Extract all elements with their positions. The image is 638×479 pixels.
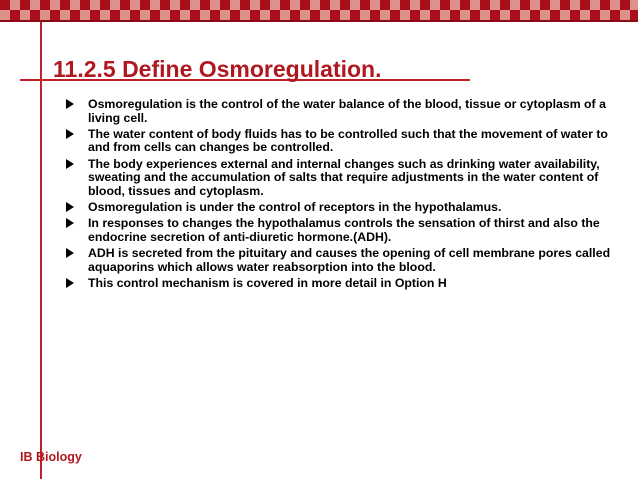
checker-cell	[260, 0, 270, 10]
checker-cell	[70, 10, 80, 20]
checker-cell	[0, 0, 10, 10]
checker-cell	[150, 10, 160, 20]
bullet-text: In responses to changes the hypothalamus controls the sensation of thirst and also the endocrine secretion of anti-diuretic hormone.(ADH).	[88, 216, 600, 244]
bullet-text: ADH is secreted from the pituitary and causes the opening of cell membrane pores called aquaporins which allows water reabsorption into the blood.	[88, 245, 611, 274]
checker-cell	[210, 0, 220, 10]
checker-cell	[550, 10, 560, 20]
checker-cell	[370, 10, 380, 20]
bullet-arrow-icon	[66, 202, 74, 212]
checker-cell	[420, 10, 430, 20]
checker-cell	[30, 10, 40, 20]
checker-cell	[620, 0, 630, 10]
checker-cell	[230, 0, 240, 10]
checker-cell	[620, 10, 630, 20]
checker-cell	[600, 0, 610, 10]
bullet-arrow-icon	[66, 278, 74, 288]
checker-cell	[390, 10, 400, 20]
checker-cell	[270, 10, 280, 20]
checker-cell	[290, 10, 300, 20]
checker-cell	[160, 0, 170, 10]
checker-cell	[490, 0, 500, 10]
checker-cell	[600, 10, 610, 20]
checker-cell	[230, 10, 240, 20]
checker-cell	[430, 10, 440, 20]
bullet-arrow-icon	[66, 218, 74, 228]
checker-cell	[560, 0, 570, 10]
checker-cell	[250, 0, 260, 10]
checker-cell	[380, 10, 390, 20]
checker-cell	[220, 0, 230, 10]
checker-cell	[50, 0, 60, 10]
checker-cell	[90, 10, 100, 20]
checker-cell	[80, 10, 90, 20]
checker-cell	[200, 10, 210, 20]
checker-cell	[610, 10, 620, 20]
checker-cell	[70, 0, 80, 10]
checker-cell	[20, 10, 30, 20]
checker-cell	[200, 0, 210, 10]
checker-cell	[140, 0, 150, 10]
checker-cell	[470, 10, 480, 20]
checker-cell	[390, 0, 400, 10]
checker-cell	[40, 0, 50, 10]
checker-cell	[160, 10, 170, 20]
slide-title: 11.2.5 Define Osmoregulation.	[53, 56, 382, 82]
footer-label: IB Biology	[20, 450, 82, 464]
checker-cell	[430, 0, 440, 10]
bullet-arrow-icon	[66, 129, 74, 139]
checker-cell	[530, 10, 540, 20]
checker-cell	[350, 0, 360, 10]
checker-cell	[300, 10, 310, 20]
checker-cell	[240, 10, 250, 20]
checker-cell	[170, 10, 180, 20]
checker-cell	[50, 10, 60, 20]
checker-cell	[580, 10, 590, 20]
checker-cell	[280, 0, 290, 10]
checker-cell	[60, 0, 70, 10]
checker-cell	[350, 10, 360, 20]
checker-cell	[420, 0, 430, 10]
bullet-item	[66, 158, 616, 199]
bullet-list	[66, 98, 616, 293]
bullet-text: Osmoregulation is the control of the water balance of the blood, tissue or cytoplasm of a living cell.	[88, 97, 606, 125]
checker-cell	[440, 10, 450, 20]
bullet-item	[66, 277, 616, 291]
checker-cell	[130, 10, 140, 20]
checker-cell	[570, 10, 580, 20]
checker-cell	[360, 10, 370, 20]
checker-cell	[510, 10, 520, 20]
checker-cell	[190, 10, 200, 20]
checker-cell	[210, 10, 220, 20]
bullet-text: The body experiences external and internal changes such as drinking water availability, sweating and the accumulation of salts that require adjustments in the water content of blood, tissues and cytoplasm.	[88, 156, 600, 198]
checker-cell	[520, 0, 530, 10]
checker-cell	[250, 10, 260, 20]
bullet-arrow-icon	[66, 159, 74, 169]
checker-cell	[80, 0, 90, 10]
checker-cell	[460, 0, 470, 10]
checker-cell	[170, 0, 180, 10]
checker-cell	[120, 10, 130, 20]
checker-cell	[410, 0, 420, 10]
checker-cell	[630, 10, 638, 20]
checker-cell	[450, 0, 460, 10]
checker-cell	[510, 0, 520, 10]
checker-cell	[400, 10, 410, 20]
checker-cell	[60, 10, 70, 20]
checker-cell	[20, 0, 30, 10]
bullet-item	[66, 247, 616, 274]
checker-cell	[470, 0, 480, 10]
checker-cell	[480, 10, 490, 20]
checker-cell	[340, 0, 350, 10]
checker-cell	[500, 10, 510, 20]
checker-cell	[540, 10, 550, 20]
bullet-arrow-icon	[66, 248, 74, 258]
checker-cell	[320, 0, 330, 10]
checker-cell	[550, 0, 560, 10]
checker-cell	[460, 10, 470, 20]
checker-cell	[120, 0, 130, 10]
checker-cell	[480, 0, 490, 10]
checker-cell	[90, 0, 100, 10]
checker-cell	[260, 10, 270, 20]
checker-cell	[220, 10, 230, 20]
bullet-item	[66, 217, 616, 244]
bullet-item	[66, 128, 616, 155]
checker-cell	[330, 10, 340, 20]
checker-cell	[590, 0, 600, 10]
checker-cell	[590, 10, 600, 20]
checker-cell	[130, 0, 140, 10]
checker-cell	[10, 10, 20, 20]
checker-cell	[300, 0, 310, 10]
checker-cell	[370, 0, 380, 10]
checker-cell	[30, 0, 40, 10]
checker-cell	[580, 0, 590, 10]
checker-cell	[320, 10, 330, 20]
checker-cell	[450, 10, 460, 20]
band-divider	[0, 20, 638, 22]
checker-cell	[360, 0, 370, 10]
checker-cell	[110, 10, 120, 20]
checker-cell	[520, 10, 530, 20]
checker-cell	[630, 0, 638, 10]
checker-cell	[310, 0, 320, 10]
checker-row-top	[0, 0, 638, 10]
bullet-text: The water content of body fluids has to be controlled such that the movement of water to and from cells can changes be controlled.	[88, 126, 608, 155]
checker-cell	[610, 0, 620, 10]
checker-cell	[110, 0, 120, 10]
checker-cell	[180, 0, 190, 10]
checker-cell	[0, 10, 10, 20]
checker-cell	[180, 10, 190, 20]
checker-cell	[10, 0, 20, 10]
bullet-arrow-icon	[66, 99, 74, 109]
checker-cell	[310, 10, 320, 20]
checker-cell	[190, 0, 200, 10]
vertical-accent-line	[40, 22, 42, 479]
checker-cell	[490, 10, 500, 20]
checker-cell	[380, 0, 390, 10]
checker-cell	[530, 0, 540, 10]
checker-cell	[570, 0, 580, 10]
checker-cell	[290, 0, 300, 10]
checker-cell	[410, 10, 420, 20]
checker-cell	[500, 0, 510, 10]
checkerboard-band	[0, 0, 638, 20]
checker-row-bottom	[0, 10, 638, 20]
checker-cell	[140, 10, 150, 20]
checker-cell	[150, 0, 160, 10]
bullet-text: Osmoregulation is under the control of receptors in the hypothalamus.	[88, 199, 502, 214]
checker-cell	[440, 0, 450, 10]
checker-cell	[100, 10, 110, 20]
checker-cell	[40, 10, 50, 20]
checker-cell	[330, 0, 340, 10]
checker-cell	[560, 10, 570, 20]
checker-cell	[340, 10, 350, 20]
bullet-text: This control mechanism is covered in more detail in Option H	[88, 275, 447, 290]
checker-cell	[280, 10, 290, 20]
checker-cell	[400, 0, 410, 10]
checker-cell	[240, 0, 250, 10]
bullet-item	[66, 98, 616, 125]
bullet-item	[66, 201, 616, 215]
checker-cell	[270, 0, 280, 10]
checker-cell	[100, 0, 110, 10]
checker-cell	[540, 0, 550, 10]
